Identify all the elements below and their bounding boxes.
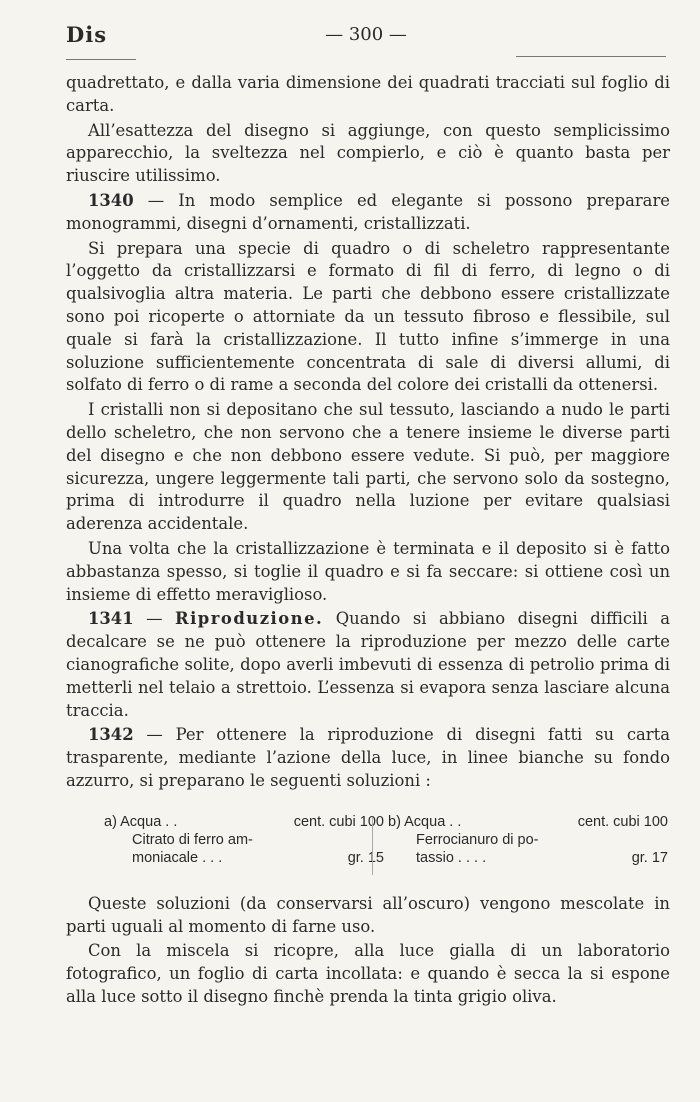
paragraph-1341: 1341 — Riproduzione. Quando si abbiano disegni difficili a decalcare se ne può ottenere la riproduzione per mezzo delle carte cianografiche solite, dopo averli imbevuti di essenza di petrolio prima di metterli nel telaio a strettoio. L’essenza si evapora senza lasciare alcuna traccia. xyxy=(66,609,670,720)
solution-a: a) Acqua . . cent. cubi 100 Citrato di ferro am- moniacale . . . gr. 15 xyxy=(104,813,384,866)
paragraph: quadrettato, e dalla varia dimensione dei quadrati tracciati sul foglio di carta. xyxy=(66,73,670,115)
paragraph: Si prepara una specie di quadro o di scheletro rappresentante l’oggetto da cristallizzarsi e formato di fil di ferro, di legno o di qualsivoglia altra materia. Le parti che debbono essere cristallizzate sono poi ricoperte o attorniate da un tessuto fibroso e flessibile, sul quale si farà la cristallizzazione. Il tutto infine s’immerge in una soluzione sufficientemente concentrata di sale di diversi allumi, di solfato di ferro o di rame a seconda del colore dei cristalli da ottenersi. xyxy=(66,238,670,395)
paragraph-1342: 1342 — Per ottenere la riproduzione di disegni fatti su carta trasparente, mediante l’azione della luce, in linee bianche su fondo azzurro, si preparano le seguenti soluzioni : xyxy=(66,725,670,790)
paragraph: Con la miscela si ricopre, alla luce gialla di un laboratorio fotografico, un foglio di carta incollata: e quando è secca la si espone alla luce sotto il disegno finchè prenda la tinta grigio oliva. xyxy=(66,941,670,1006)
paragraph-1340: 1340 — In modo semplice ed elegante si possono preparare monogrammi, disegni d’ornamenti, cristallizzati. xyxy=(66,190,670,233)
page-number: — 300 — xyxy=(325,24,407,45)
solutions-divider xyxy=(372,817,373,875)
page-body xyxy=(66,72,670,1011)
section-number: 1341 xyxy=(88,609,134,629)
section-number: 1340 xyxy=(88,190,134,210)
running-head: Dis xyxy=(66,22,108,47)
paragraph: I cristalli non si depositano che sul tessuto, lasciando a nudo le parti dello scheletro, che non servono che a tenere insieme le diverse parti del disegno e che non debbono essere vedute. Si può, per maggiore sicurezza, ungere leggermente tali parti, che servono solo da sostegno, prima di introdurre il quadro nella luzione per evitare qualsiasi aderenza accidentale. xyxy=(66,400,670,534)
section-number: 1342 xyxy=(88,725,134,745)
header-rule-right xyxy=(516,56,666,57)
solution-b: b) Acqua . . cent. cubi 100 Ferrocianuro di po- tassio . . . . gr. 17 xyxy=(388,813,668,866)
header-rule-left xyxy=(66,59,136,60)
paragraph: Una volta che la cristallizzazione è terminata e il deposito si è fatto abbastanza spesso, si toglie il quadro e si fa seccare: si ottiene così un insieme di effetto meraviglioso. xyxy=(66,538,670,604)
section-heading: Riproduzione. xyxy=(174,609,324,629)
paragraph: All’esattezza del disegno si aggiunge, con questo semplicissimo apparecchio, la sveltezza nel compierlo, e ciò è quanto basta per riuscire utilissimo. xyxy=(66,120,670,186)
solutions-table xyxy=(66,813,670,893)
paragraph: Queste soluzioni (da conservarsi all’oscuro) vengono mescolate in parti uguali al momento di farne uso. xyxy=(66,893,670,936)
page-header xyxy=(66,22,666,52)
